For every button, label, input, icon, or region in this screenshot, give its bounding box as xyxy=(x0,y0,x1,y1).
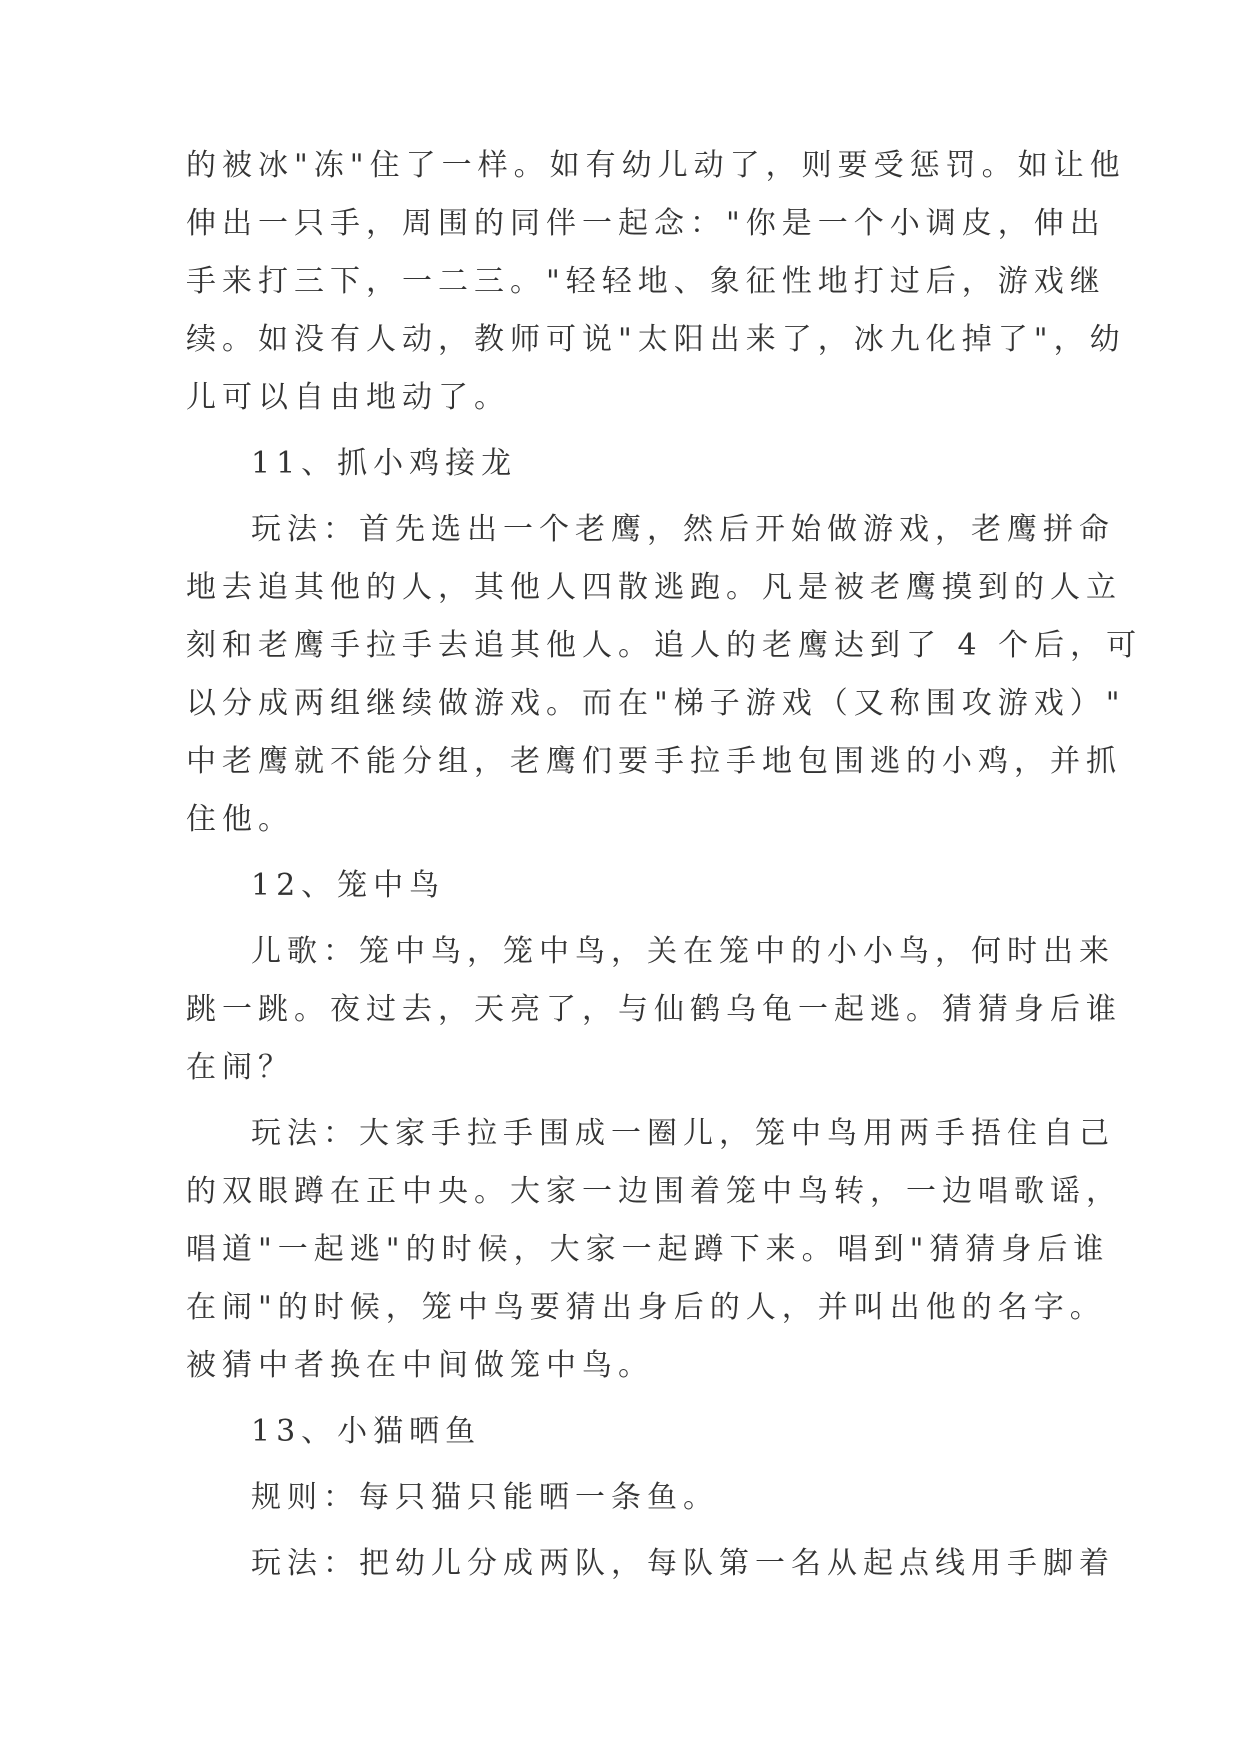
text-line: 刻和老鹰手拉手去追其他人。追人的老鹰达到了 4 个后，可 xyxy=(186,628,1143,663)
text-line: 儿歌：笼中鸟，笼中鸟，关在笼中的小小鸟，何时出来 xyxy=(251,934,1115,969)
text-line: 规则：每只猫只能晒一条鱼。 xyxy=(251,1480,719,1515)
section-heading: 11、抓小鸡接龙 xyxy=(251,446,518,481)
text-line: 手来打三下，一二三。"轻轻地、象征性地打过后，游戏继 xyxy=(186,264,1106,299)
text-line: 续。如没有人动，教师可说"太阳出来了，冰九化掉了"，幼 xyxy=(186,322,1126,357)
text-line: 玩法：首先选出一个老鹰，然后开始做游戏，老鹰拼命 xyxy=(251,512,1115,547)
text-line: 儿可以自由地动了。 xyxy=(186,380,510,415)
text-line: 住他。 xyxy=(186,802,294,837)
text-line: 唱道"一起逃"的时候，大家一起蹲下来。唱到"猜猜身后谁 xyxy=(186,1232,1110,1267)
text-line: 的双眼蹲在正中央。大家一边围着笼中鸟转，一边唱歌谣， xyxy=(186,1174,1122,1209)
text-line: 以分成两组继续做游戏。而在"梯子游戏（又称围攻游戏）" xyxy=(186,686,1126,721)
text-line: 中老鹰就不能分组，老鹰们要手拉手地包围逃的小鸡，并抓 xyxy=(186,744,1122,779)
section-heading: 13、小猫晒鱼 xyxy=(251,1414,482,1449)
text-line: 伸出一只手，周围的同伴一起念："你是一个小调皮，伸出 xyxy=(186,206,1106,241)
text-line: 的被冰"冻"住了一样。如有幼儿动了，则要受惩罚。如让他 xyxy=(186,148,1126,183)
section-heading: 12、笼中鸟 xyxy=(251,868,446,903)
text-line: 跳一跳。夜过去，天亮了，与仙鹤乌龟一起逃。猜猜身后谁 xyxy=(186,992,1122,1027)
text-line: 玩法：大家手拉手围成一圈儿，笼中鸟用两手捂住自己 xyxy=(251,1116,1115,1151)
text-line: 地去追其他的人，其他人四散逃跑。凡是被老鹰摸到的人立 xyxy=(186,570,1122,605)
text-line: 在闹"的时候，笼中鸟要猜出身后的人，并叫出他的名字。 xyxy=(186,1290,1106,1325)
text-line: 在闹？ xyxy=(186,1050,294,1085)
text-line: 玩法：把幼儿分成两队，每队第一名从起点线用手脚着 xyxy=(251,1546,1115,1581)
text-line: 被猜中者换在中间做笼中鸟。 xyxy=(186,1348,654,1383)
